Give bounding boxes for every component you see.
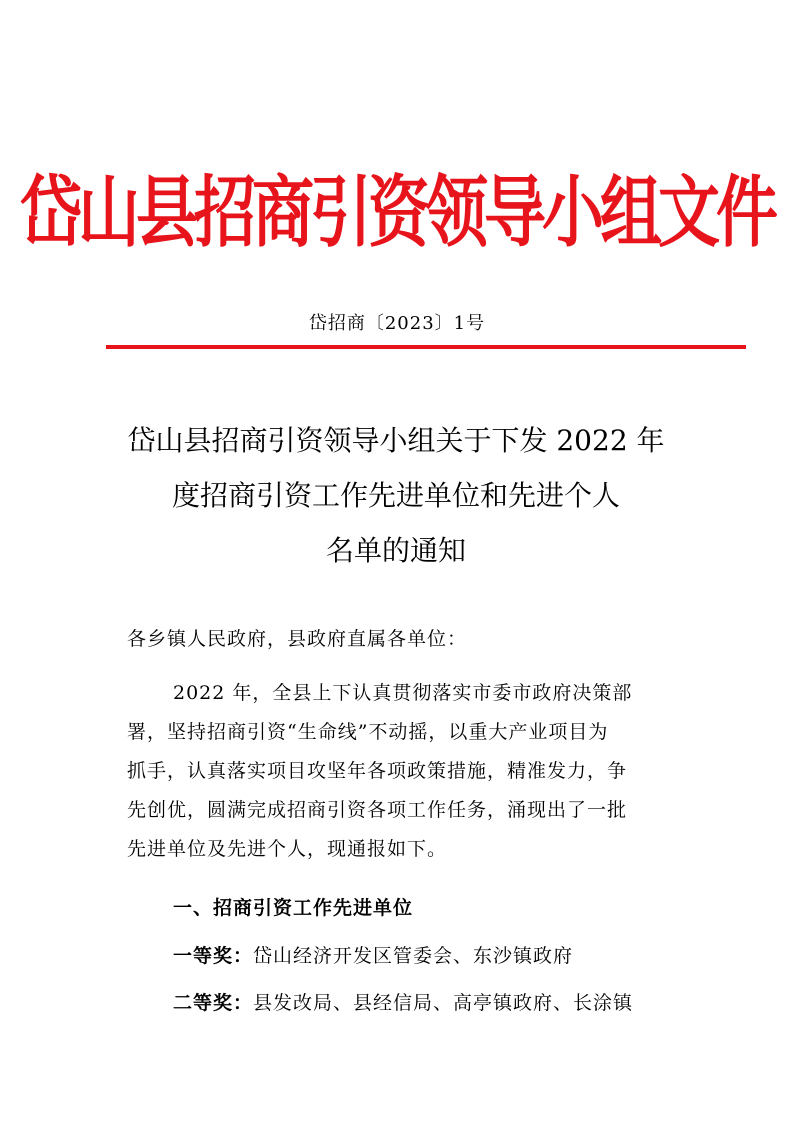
paragraph-line-4: 先创优，圆满完成招商引资各项工作任务，涌现出了一批 <box>127 799 628 821</box>
section-heading-advanced-units: 一、招商引资工作先进单位 <box>173 897 414 919</box>
paragraph-line-3: 抓手，认真落实项目攻坚年各项政策措施，精准发力，争 <box>127 760 628 782</box>
second-prize-units: 县发改局、县经信局、高亭镇政府、长涂镇 <box>253 992 634 1014</box>
notice-title-line-1: 岱山县招商引资领导小组关于下发 2022 年 <box>127 424 665 457</box>
paragraph-line-1: 2022 年，全县上下认真贯彻落实市委市政府决策部 <box>173 682 633 704</box>
second-prize-label: 二等奖： <box>173 992 254 1014</box>
notice-title-line-2: 度招商引资工作先进单位和先进个人 <box>171 479 620 512</box>
notice-title <box>96 413 696 578</box>
first-prize-units: 岱山经济开发区管委会、东沙镇政府 <box>253 945 574 967</box>
red-divider-line <box>106 345 746 349</box>
first-prize-line <box>127 943 713 969</box>
second-prize-line <box>127 990 713 1016</box>
document-number: 岱招商〔2023〕1号 <box>308 313 486 334</box>
paragraph-line-2: 署，坚持招商引资“生命线”不动摇，以重大产业项目为 <box>127 721 609 743</box>
paragraph-line-5: 先进单位及先进个人，现通报如下。 <box>127 838 448 860</box>
notice-title-line-3: 名单的通知 <box>325 534 466 567</box>
addressee-line: 各乡镇人民政府，县政府直属各单位： <box>127 628 468 650</box>
first-prize-label: 一等奖： <box>173 945 254 967</box>
document-header-title: 岱山县招商引资领导小组文件 <box>19 166 774 258</box>
